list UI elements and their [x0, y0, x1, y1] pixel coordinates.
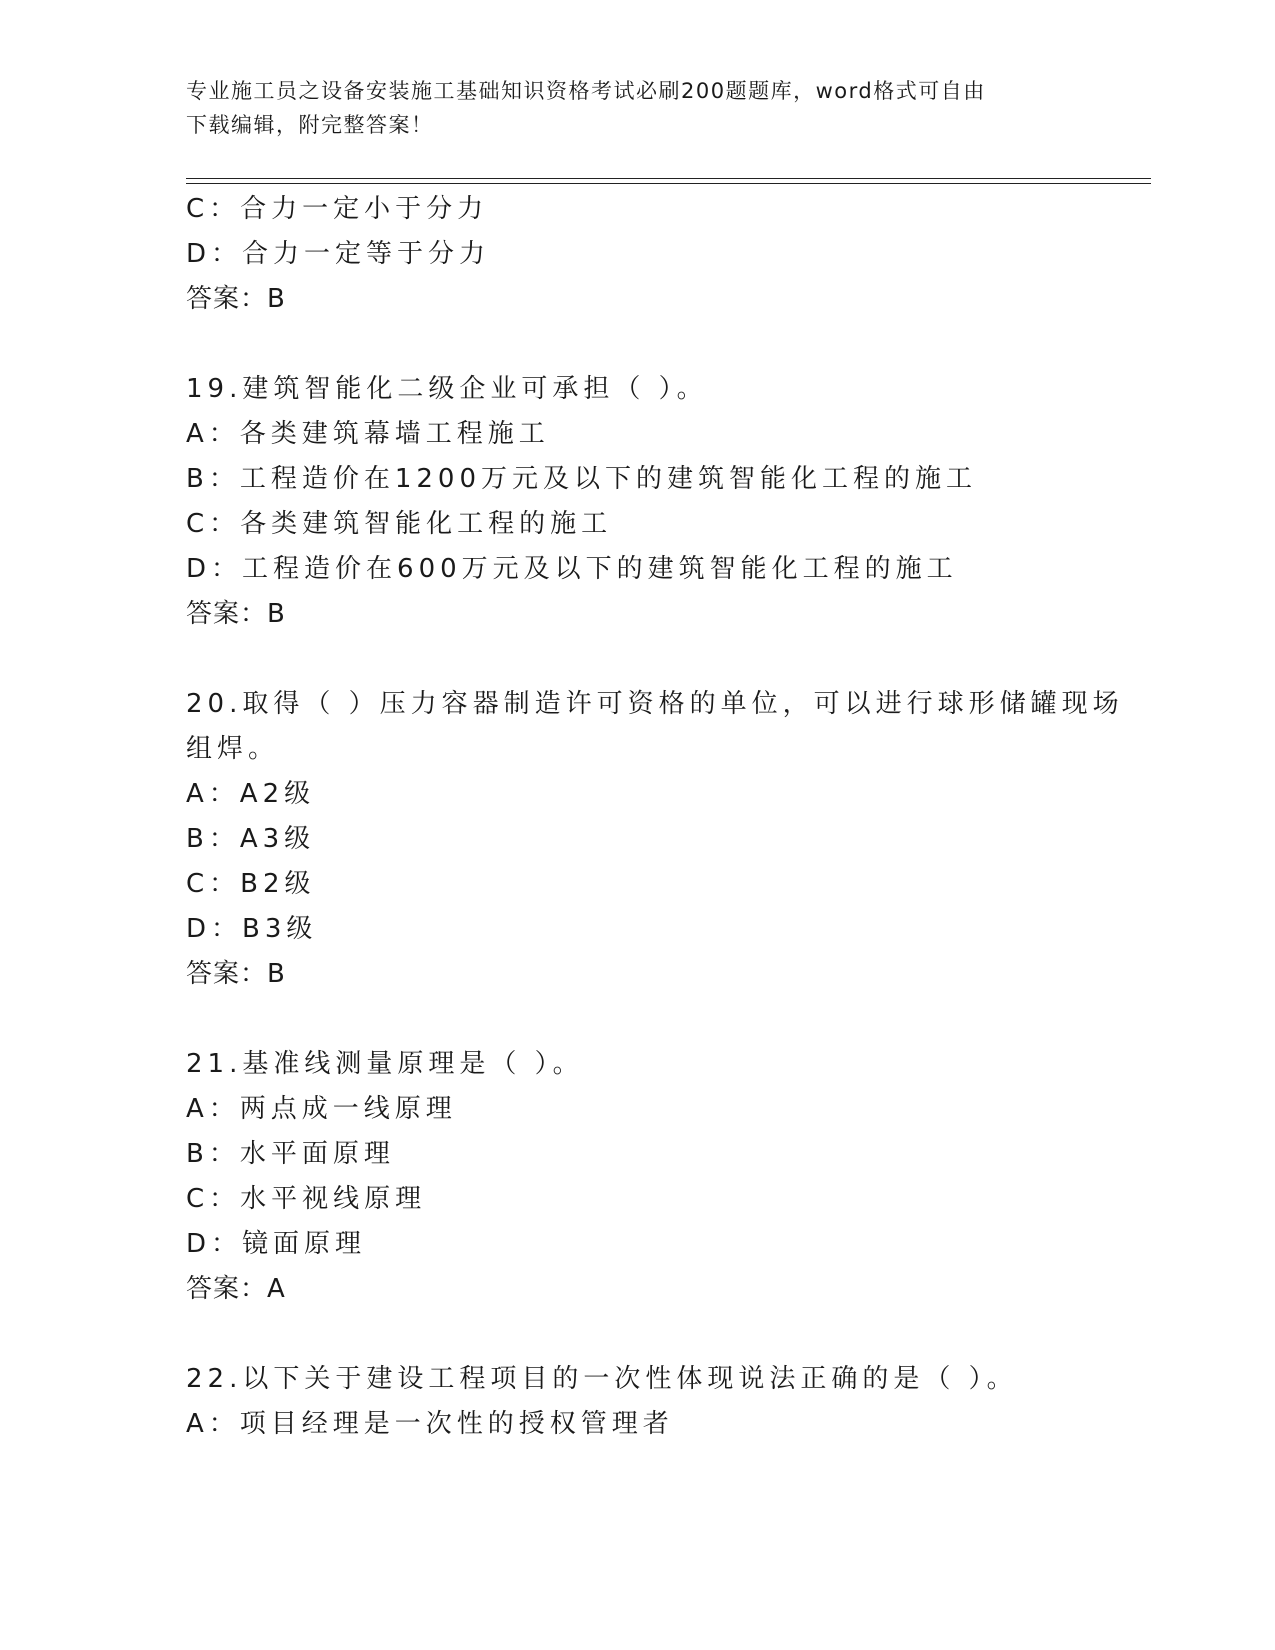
q21-option-a: A：两点成一线原理: [186, 1094, 457, 1124]
q22-option-a: A：项目经理是一次性的授权管理者: [186, 1409, 674, 1439]
header-divider-bottom: [186, 183, 1151, 184]
q20-question-line-2: 组焊。: [186, 734, 280, 764]
q22-question: 22.以下关于建设工程项目的一次性体现说法正确的是（ ）。: [186, 1364, 1018, 1394]
q21-question: 21.基准线测量原理是（ ）。: [186, 1049, 584, 1079]
q20-option-d: D：B3级: [186, 914, 318, 944]
q21-answer: 答案：A: [186, 1274, 286, 1304]
q19-answer: 答案：B: [186, 599, 286, 629]
q20-option-c: C：B2级: [186, 869, 316, 899]
header-line-2: 下载编辑，附完整答案！: [186, 113, 434, 137]
q18-answer: 答案：B: [186, 284, 286, 314]
header-line-1: 专业施工员之设备安装施工基础知识资格考试必刷200题题库，word格式可自由: [186, 79, 986, 103]
q19-option-b: B：工程造价在1200万元及以下的建筑智能化工程的施工: [186, 464, 978, 494]
q21-option-b: B：水平面原理: [186, 1139, 395, 1169]
q19-question: 19.建筑智能化二级企业可承担（ ）。: [186, 374, 708, 404]
q19-option-c: C：各类建筑智能化工程的施工: [186, 509, 613, 539]
q19-option-d: D：工程造价在600万元及以下的建筑智能化工程的施工: [186, 554, 958, 584]
q20-question-line-1: 20.取得（ ）压力容器制造许可资格的单位，可以进行球形储罐现场: [186, 689, 1124, 719]
q21-option-d: D：镜面原理: [186, 1229, 367, 1259]
q18-option-d: D：合力一定等于分力: [186, 239, 491, 269]
q18-option-c: C：合力一定小于分力: [186, 194, 489, 224]
q19-option-a: A：各类建筑幕墙工程施工: [186, 419, 550, 449]
q20-option-b: B：A3级: [186, 824, 316, 854]
q20-answer: 答案：B: [186, 959, 286, 989]
q20-option-a: A：A2级: [186, 779, 316, 809]
q21-option-c: C：水平视线原理: [186, 1184, 427, 1214]
header-divider-top: [186, 178, 1151, 179]
document-header: [186, 74, 1066, 142]
